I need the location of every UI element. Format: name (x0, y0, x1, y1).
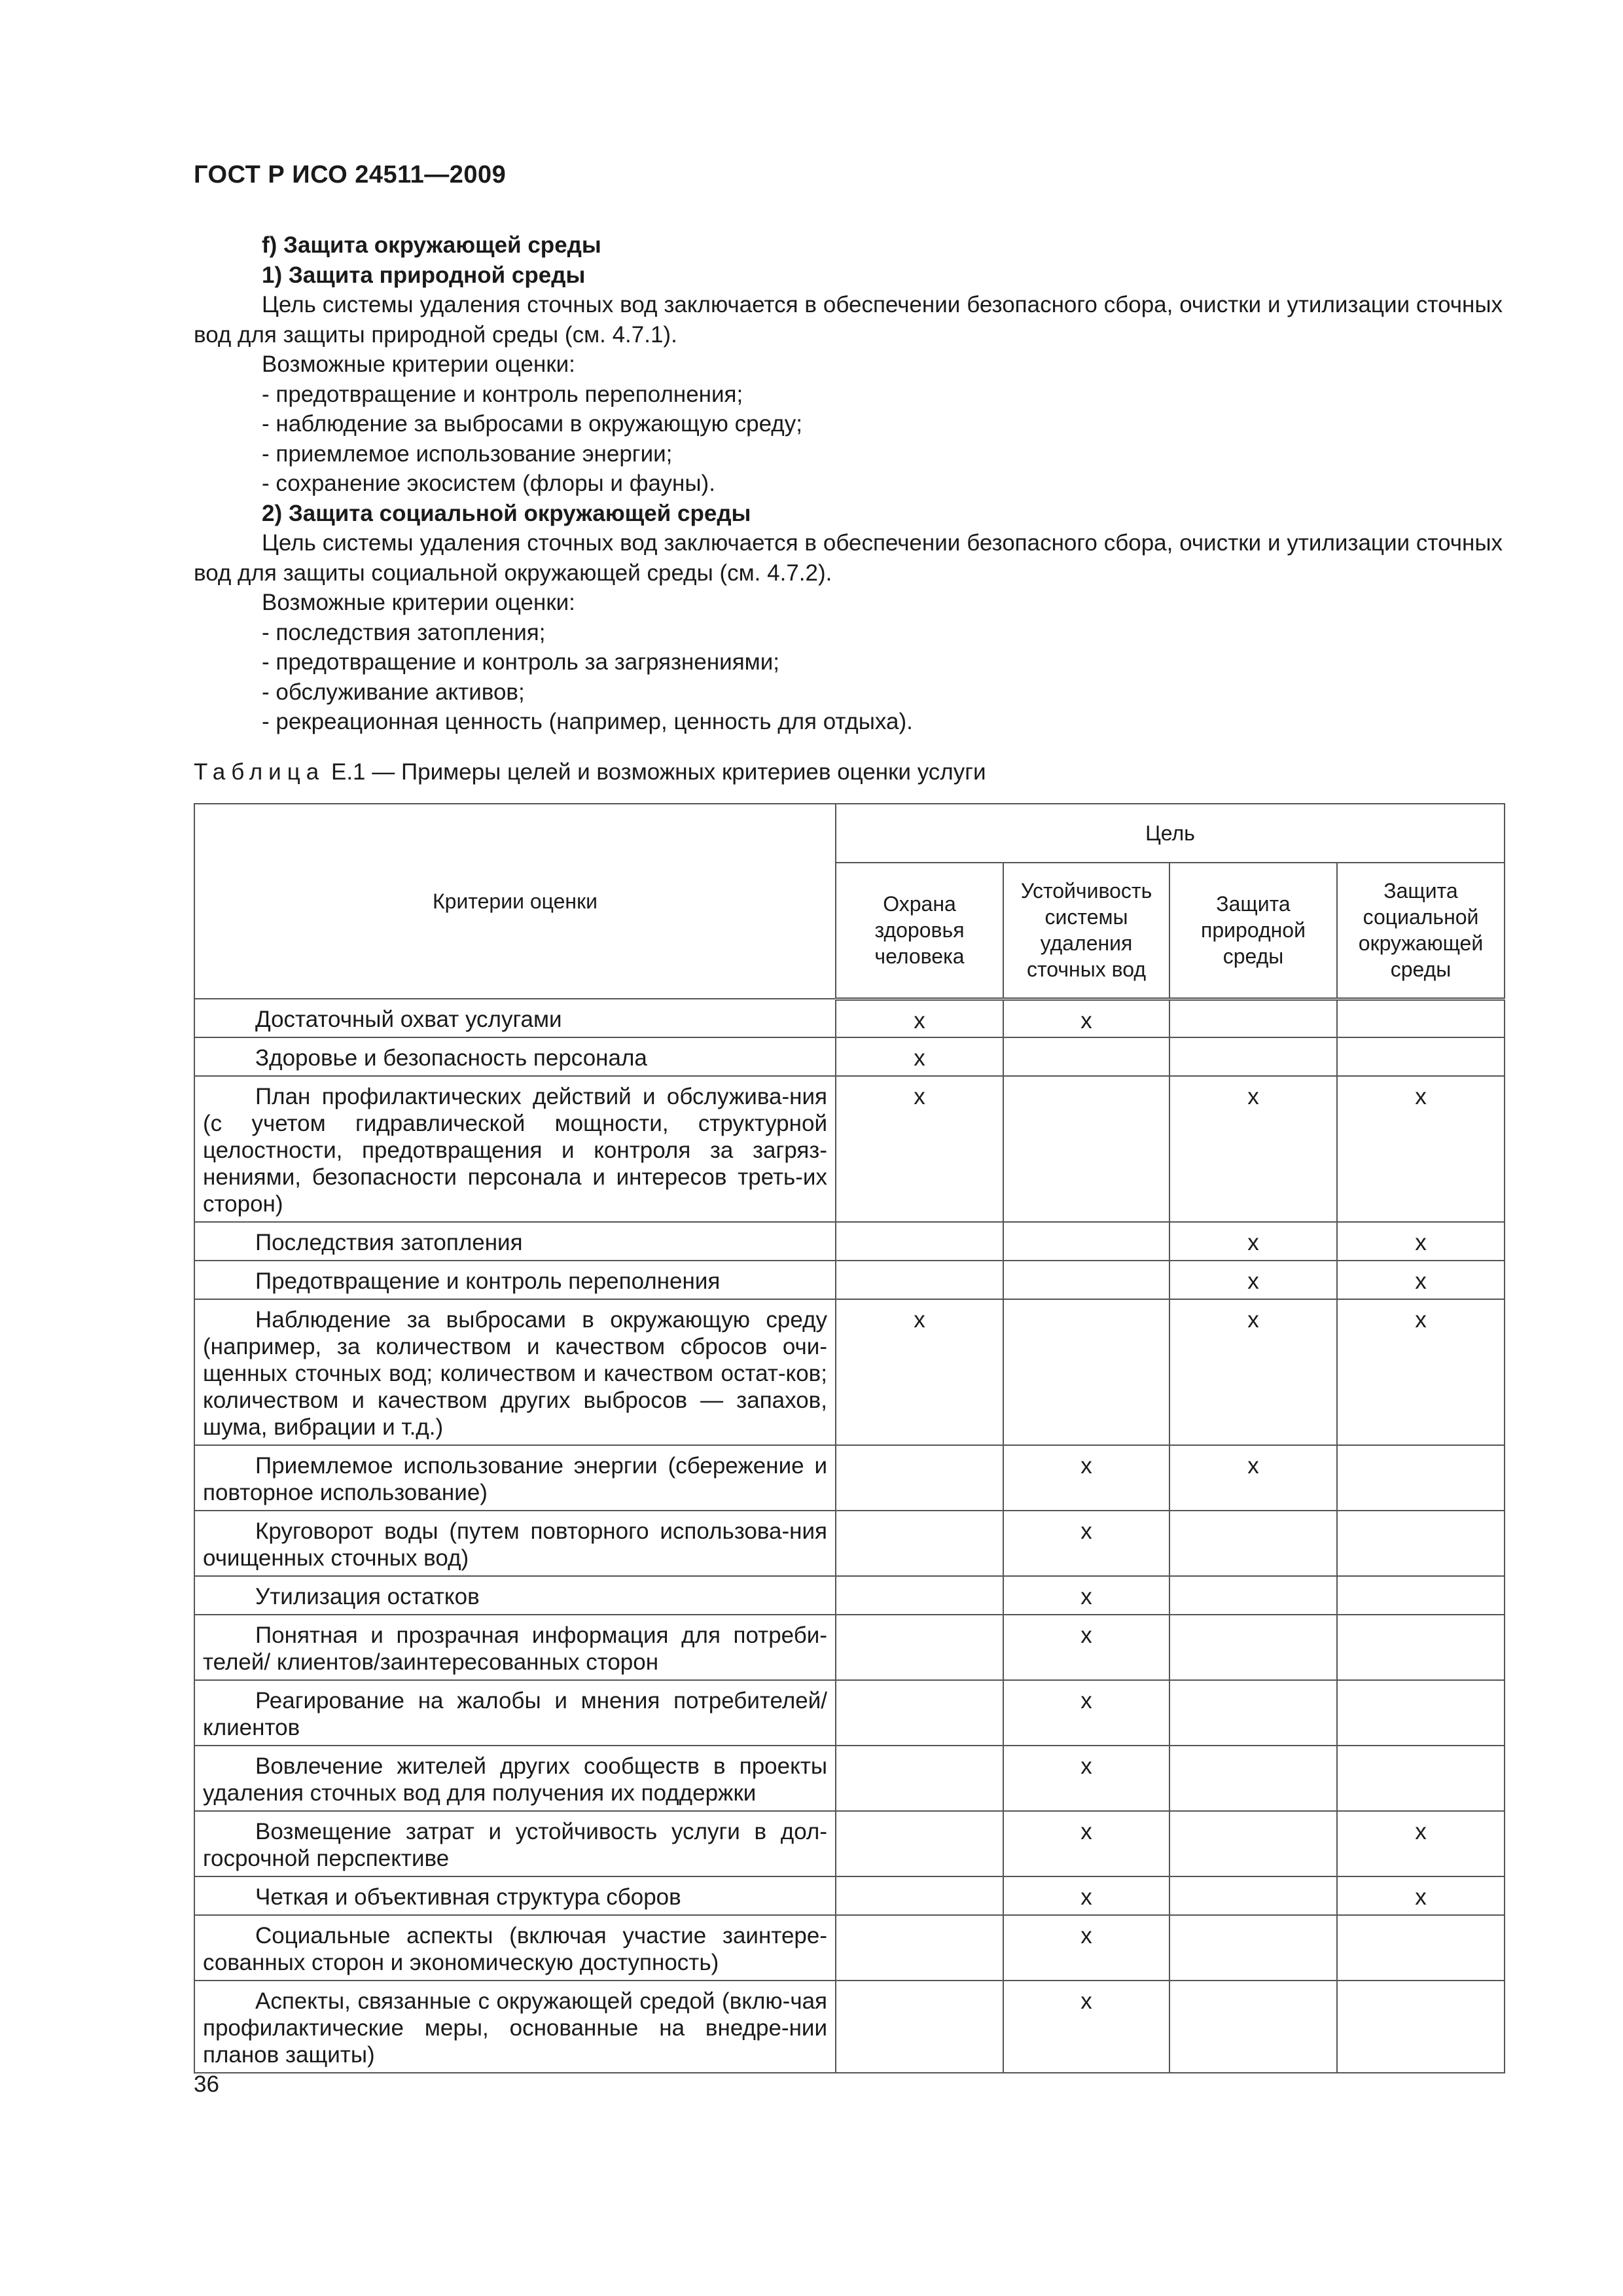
table-row (194, 1615, 1505, 1680)
criterion-text: Возмещение затрат и устойчивость услуги в дол-госрочной перспективе (203, 1819, 827, 1871)
goal-mark-cell (836, 1445, 1003, 1511)
goal-mark-cell: x (1003, 1981, 1169, 2073)
goal-header-natural-env: Защита природной среды (1169, 863, 1337, 999)
table-row (194, 1037, 1505, 1076)
goal-header-social-env: Защита социальной окружающей среды (1337, 863, 1505, 999)
goal-mark-cell: x (836, 1299, 1003, 1445)
criterion-cell (194, 1511, 836, 1576)
criterion-cell (194, 1445, 836, 1511)
criterion-text: Приемлемое использование энергии (сбережение и повторное использование) (203, 1453, 827, 1505)
criterion-text: Утилизация остатков (255, 1584, 480, 1609)
goal-mark-cell: x (1003, 1876, 1169, 1915)
table-row (194, 1811, 1505, 1876)
column-header-criteria: Критерии оценки (194, 804, 836, 999)
goal-mark-cell: x (1169, 1076, 1337, 1222)
goal-mark-cell: x (1169, 1445, 1337, 1511)
document-header: ГОСТ Р ИСО 24511—2009 (194, 161, 507, 188)
goal-mark-cell (836, 1222, 1003, 1261)
goal-mark-cell (836, 1981, 1003, 2073)
criterion-text: Социальные аспекты (включая участие заинтере-сованных сторон и экономическую доступность) (203, 1923, 827, 1975)
list-item: - обслуживание активов; (262, 679, 525, 705)
criterion-cell (194, 1299, 836, 1445)
criteria-intro-2: Возможные критерии оценки: (262, 590, 575, 615)
criterion-text: Аспекты, связанные с окружающей средой (вклю-чая профилактические меры, основанные на внедре-нии планов защиты) (203, 1988, 827, 2068)
paragraph-2: Цель системы удаления сточных вод заключается в обеспечении безопасного сбора, очистки и утилизации сточных вод для защиты социальной окружающей среды (см. 4.7.2). (194, 530, 1503, 586)
list-item: - наблюдение за выбросами в окружающую среду; (262, 411, 802, 437)
goal-mark-cell (1337, 1037, 1505, 1076)
table-row (194, 1981, 1505, 2073)
goal-mark-cell (836, 1615, 1003, 1680)
criterion-text: Последствия затопления (255, 1230, 523, 1255)
goal-mark-cell (836, 1811, 1003, 1876)
criterion-cell (194, 1576, 836, 1615)
goal-mark-cell (1003, 1222, 1169, 1261)
goal-mark-cell (1337, 1445, 1505, 1511)
goal-mark-cell (1337, 1680, 1505, 1746)
goal-mark-cell (1337, 1746, 1505, 1811)
goal-mark-cell (1003, 1299, 1169, 1445)
goal-mark-cell: x (1003, 999, 1169, 1037)
goal-mark-cell: x (1003, 1915, 1169, 1981)
goal-mark-cell (836, 1511, 1003, 1576)
goal-header-sustainability: Устойчивость системы удаления сточных вод (1003, 863, 1169, 999)
goal-mark-cell (1169, 1037, 1337, 1076)
body-text (194, 230, 1503, 737)
goal-mark-cell (836, 1261, 1003, 1299)
paragraph-1: Цель системы удаления сточных вод заключается в обеспечении безопасного сбора, очистки и утилизации сточных вод для защиты природной среды (см. 4.7.1). (194, 292, 1503, 348)
table-caption (194, 759, 986, 785)
goal-mark-cell: x (1337, 1222, 1505, 1261)
goal-mark-cell (836, 1680, 1003, 1746)
table-row (194, 1876, 1505, 1915)
goal-mark-cell: x (1337, 1876, 1505, 1915)
goal-mark-cell (836, 1876, 1003, 1915)
list-item: - рекреационная ценность (например, ценность для отдыха). (262, 709, 913, 734)
goal-mark-cell: x (1337, 1261, 1505, 1299)
subsection-heading-1: 1) Защита природной среды (262, 262, 586, 288)
table-body (194, 999, 1505, 2073)
criterion-text: План профилактических действий и обслужива-ния (с учетом гидравлической мощности, структурной целостности, предотвращения и контроля за загряз-нениями, безопасности персонала и интересов треть-их сторон) (203, 1084, 827, 1217)
table-row (194, 1222, 1505, 1261)
criteria-intro-1: Возможные критерии оценки: (262, 351, 575, 377)
criterion-cell (194, 1076, 836, 1222)
list-item: - приемлемое использование энергии; (262, 440, 673, 467)
list-item: - предотвращение и контроль за загрязнениями; (262, 649, 780, 675)
goal-mark-cell (1169, 1680, 1337, 1746)
goal-mark-cell (836, 1915, 1003, 1981)
criterion-cell (194, 1876, 836, 1915)
list-item: - последствия затопления; (262, 619, 546, 645)
goal-mark-cell (1337, 1576, 1505, 1615)
criterion-text: Понятная и прозрачная информация для потреби-телей/ клиентов/заинтересованных сторон (203, 1623, 827, 1675)
criterion-cell (194, 1811, 836, 1876)
goal-mark-cell: x (1003, 1746, 1169, 1811)
table-row (194, 1680, 1505, 1746)
list-item: - предотвращение и контроль переполнения; (262, 381, 743, 407)
goal-mark-cell: x (1337, 1299, 1505, 1445)
criterion-text: Достаточный охват услугами (255, 1007, 562, 1032)
goal-mark-cell: x (1337, 1811, 1505, 1876)
goal-mark-cell (1169, 1615, 1337, 1680)
column-header-goal: Цель (836, 804, 1505, 863)
goal-mark-cell (1169, 1811, 1337, 1876)
table-row (194, 1576, 1505, 1615)
table-caption-text: Е.1 — Примеры целей и возможных критериев оценки услуги (330, 759, 986, 785)
table-row (194, 1915, 1505, 1981)
goal-mark-cell (1169, 999, 1337, 1037)
criterion-cell (194, 1981, 836, 2073)
table-row (194, 1076, 1505, 1222)
criterion-cell (194, 1222, 836, 1261)
criterion-cell (194, 1261, 836, 1299)
goal-mark-cell (1169, 1576, 1337, 1615)
goal-mark-cell: x (1003, 1576, 1169, 1615)
goal-mark-cell (1337, 1615, 1505, 1680)
goal-mark-cell (1337, 1981, 1505, 2073)
subsection-heading-2: 2) Защита социальной окружающей среды (262, 500, 751, 526)
goal-mark-cell (1169, 1511, 1337, 1576)
table-row (194, 1299, 1505, 1445)
list-item: - сохранение экосистем (флоры и фауны). (262, 471, 715, 496)
page-number: 36 (194, 2072, 219, 2097)
criterion-text: Реагирование на жалобы и мнения потребителей/ клиентов (203, 1688, 827, 1740)
goal-mark-cell: x (1169, 1261, 1337, 1299)
criterion-text: Четкая и объективная структура сборов (255, 1884, 681, 1910)
goal-mark-cell (1169, 1915, 1337, 1981)
goal-mark-cell: x (1003, 1511, 1169, 1576)
criterion-text: Предотвращение и контроль переполнения (255, 1268, 721, 1294)
criterion-text: Наблюдение за выбросами в окружающую среду (например, за количеством и качеством сбросов очи-щенных сточных вод; количеством и качеством остат-ков; количеством и качеством других выбросов — запахов, шума, вибрации и т.д.) (203, 1307, 827, 1440)
goal-mark-cell: x (1169, 1299, 1337, 1445)
goal-mark-cell: x (1337, 1076, 1505, 1222)
goal-mark-cell (1003, 1261, 1169, 1299)
criterion-cell (194, 1680, 836, 1746)
criterion-text: Вовлечение жителей других сообществ в проекты удаления сточных вод для получения их поддержки (203, 1753, 827, 1806)
goal-mark-cell: x (836, 1076, 1003, 1222)
goal-mark-cell (1337, 1511, 1505, 1576)
criterion-cell (194, 999, 836, 1037)
goal-mark-cell (1003, 1076, 1169, 1222)
goal-mark-cell: x (1003, 1445, 1169, 1511)
table-row (194, 1746, 1505, 1811)
goal-mark-cell: x (836, 999, 1003, 1037)
section-heading-f: f) Защита окружающей среды (262, 232, 601, 258)
goal-mark-cell (836, 1576, 1003, 1615)
goal-mark-cell: x (1003, 1680, 1169, 1746)
goal-mark-cell (1003, 1037, 1169, 1076)
goal-mark-cell (1169, 1746, 1337, 1811)
goal-mark-cell (836, 1746, 1003, 1811)
goal-header-health: Охрана здоровья человека (836, 863, 1003, 999)
criterion-cell (194, 1615, 836, 1680)
criterion-cell (194, 1746, 836, 1811)
goal-mark-cell: x (836, 1037, 1003, 1076)
goal-mark-cell: x (1003, 1615, 1169, 1680)
criterion-cell (194, 1915, 836, 1981)
goal-mark-cell (1337, 999, 1505, 1037)
goal-mark-cell (1169, 1981, 1337, 2073)
criterion-text: Круговорот воды (путем повторного использова-ния очищенных сточных вод) (203, 1518, 827, 1571)
goal-mark-cell: x (1169, 1222, 1337, 1261)
criterion-cell (194, 1037, 836, 1076)
table-row (194, 999, 1505, 1037)
goal-mark-cell (1337, 1915, 1505, 1981)
table-row (194, 1445, 1505, 1511)
table-row (194, 1261, 1505, 1299)
goal-mark-cell (1169, 1876, 1337, 1915)
criterion-text: Здоровье и безопасность персонала (255, 1045, 647, 1071)
table-caption-word: Таблица (194, 759, 325, 785)
goal-mark-cell: x (1003, 1811, 1169, 1876)
table-row (194, 1511, 1505, 1576)
criteria-table (194, 803, 1505, 2073)
